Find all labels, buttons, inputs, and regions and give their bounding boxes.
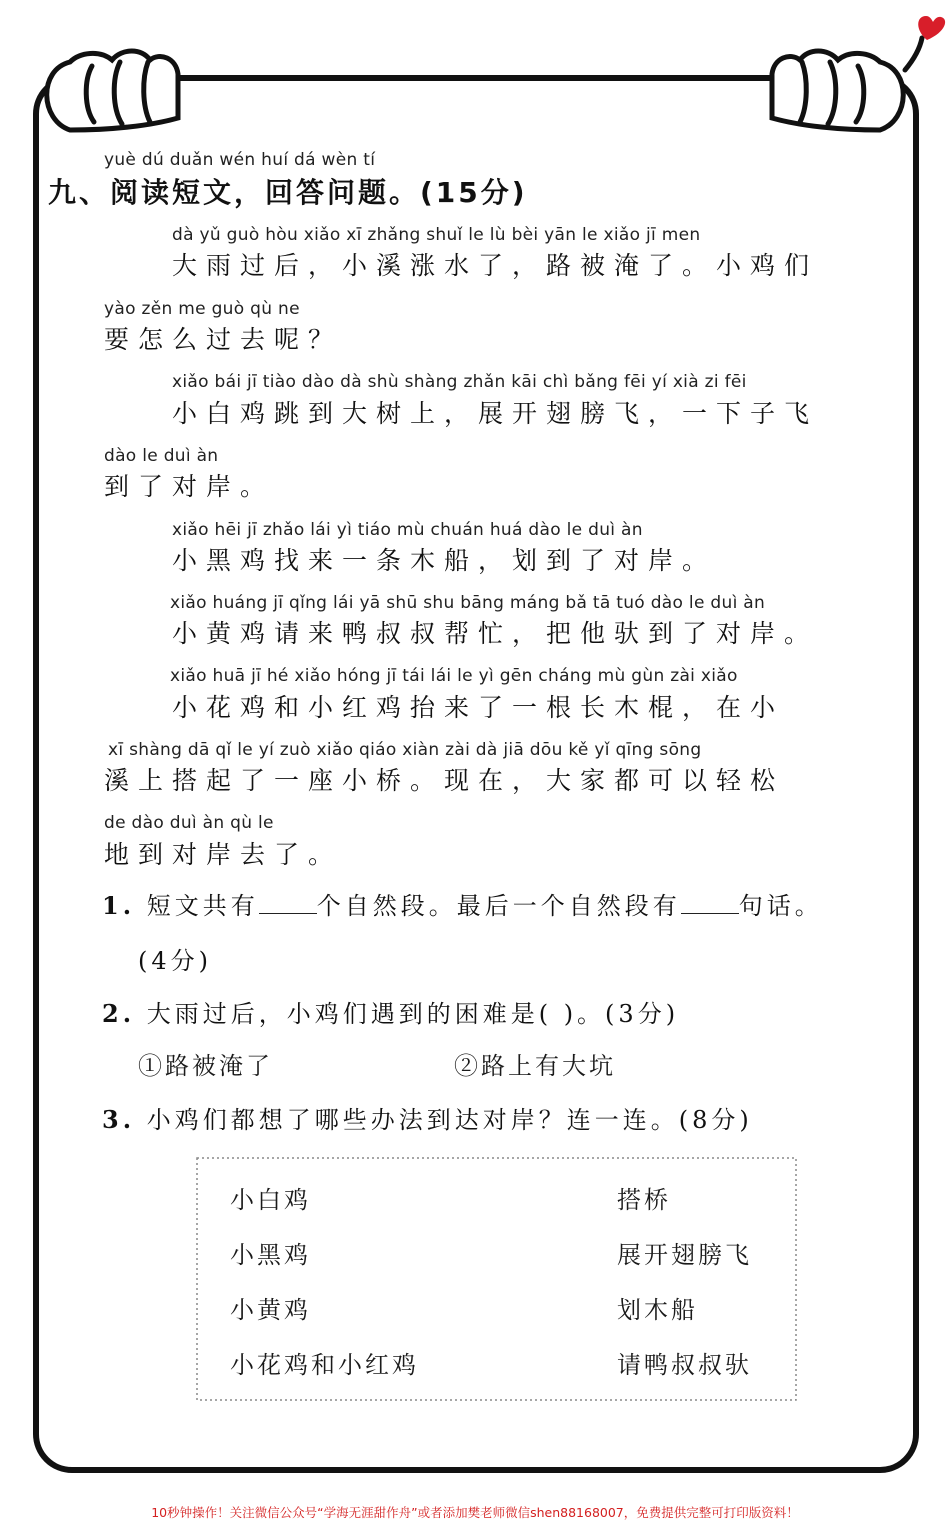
question-text: 小鸡们都想了哪些办法到达对岸？连一连。(8分) [146,1106,753,1134]
passage-pinyin: de dào duì àn qù le [104,813,274,833]
question-score: (4分) [138,947,212,975]
passage-line: 要怎么过去呢？ [104,325,343,354]
right-hand-icon [772,38,922,130]
passage-pinyin: dà yǔ guò hòu xiǎo xī zhǎng shuǐ le lù bèi yān le xiǎo jī men [172,225,701,245]
passage-pinyin: xiǎo huā jī hé xiǎo hóng jī tái lái le yì gēn cháng mù gùn zài xiǎo [170,666,738,686]
answer-blank[interactable] [259,891,317,914]
match-left-item[interactable]: 小黑鸡 [230,1241,311,1269]
match-left-item[interactable]: 小黄鸡 [230,1296,311,1324]
answer-blank[interactable] [681,891,739,914]
match-right-item[interactable]: 请鸭叔叔驮 [617,1351,752,1379]
passage-line: 小黑鸡找来一条木船，划到了对岸。 [172,546,717,575]
title-pinyin: yuè dú duǎn wén huí dá wèn tí [104,150,376,170]
question-number: 1. [102,891,136,920]
option-1[interactable]: ①路被淹了 [138,1052,273,1080]
left-hand-icon [47,51,178,130]
passage-pinyin: xiǎo huáng jī qǐng lái yā shū shu bāng máng bǎ tā tuó dào le duì àn [170,593,766,613]
passage-pinyin: xiǎo hēi jī zhǎo lái yì tiáo mù chuán huá dào le duì àn [172,520,643,540]
passage-line: 小白鸡跳到大树上，展开翅膀飞，一下子飞 [172,399,819,428]
question-text: 句话。 [738,892,823,920]
passage-pinyin: xī shàng dā qǐ le yí zuò xiǎo qiáo xiàn zài dà jiā dōu kě yǐ qīng sōng [108,740,702,760]
passage-line: 大雨过后，小溪涨水了，路被淹了。小鸡们 [172,251,819,280]
question-text: 个自然段。最后一个自然段有 [316,892,681,920]
question-number: 2. [102,999,136,1028]
passage-line: 地到对岸去了。 [104,840,343,869]
question-3 [102,1100,753,1135]
question-number: 3. [102,1105,136,1134]
match-right-item[interactable]: 展开翅膀飞 [617,1241,752,1269]
passage-pinyin: xiǎo bái jī tiào dào dà shù shàng zhǎn kāi chì bǎng fēi yí xià zi fēi [172,372,747,392]
passage-pinyin: dào le duì àn [104,446,219,466]
match-left-item[interactable]: 小白鸡 [230,1186,311,1214]
match-right-item[interactable]: 划木船 [617,1296,698,1324]
match-left-item[interactable]: 小花鸡和小红鸡 [230,1351,419,1379]
question-text: 大雨过后，小鸡们遇到的困难是( )。(3分) [146,1000,680,1028]
passage-line: 到了对岸。 [104,472,275,501]
passage-line: 小黄鸡请来鸭叔叔帮忙，把他驮到了对岸。 [172,619,819,648]
question-2 [102,994,679,1029]
question-1 [102,886,823,921]
question-text: 短文共有 [146,892,259,920]
passage-line: 小花鸡和小红鸡抬来了一根长木棍，在小 [172,693,785,722]
match-right-item[interactable]: 搭桥 [617,1186,671,1214]
passage-pinyin: yào zěn me guò qù ne [104,299,300,319]
section-title: 九、阅读短文，回答问题。(15分) [48,176,528,209]
footer-notice: 10秒钟操作！关注微信公众号“学海无涯甜作舟”或者添加樊老师微信shen88168007，免费提供完整可打印版资料！ [151,1505,799,1520]
passage-line: 溪上搭起了一座小桥。现在，大家都可以轻松 [104,766,785,795]
option-2[interactable]: ②路上有大坑 [454,1052,616,1080]
